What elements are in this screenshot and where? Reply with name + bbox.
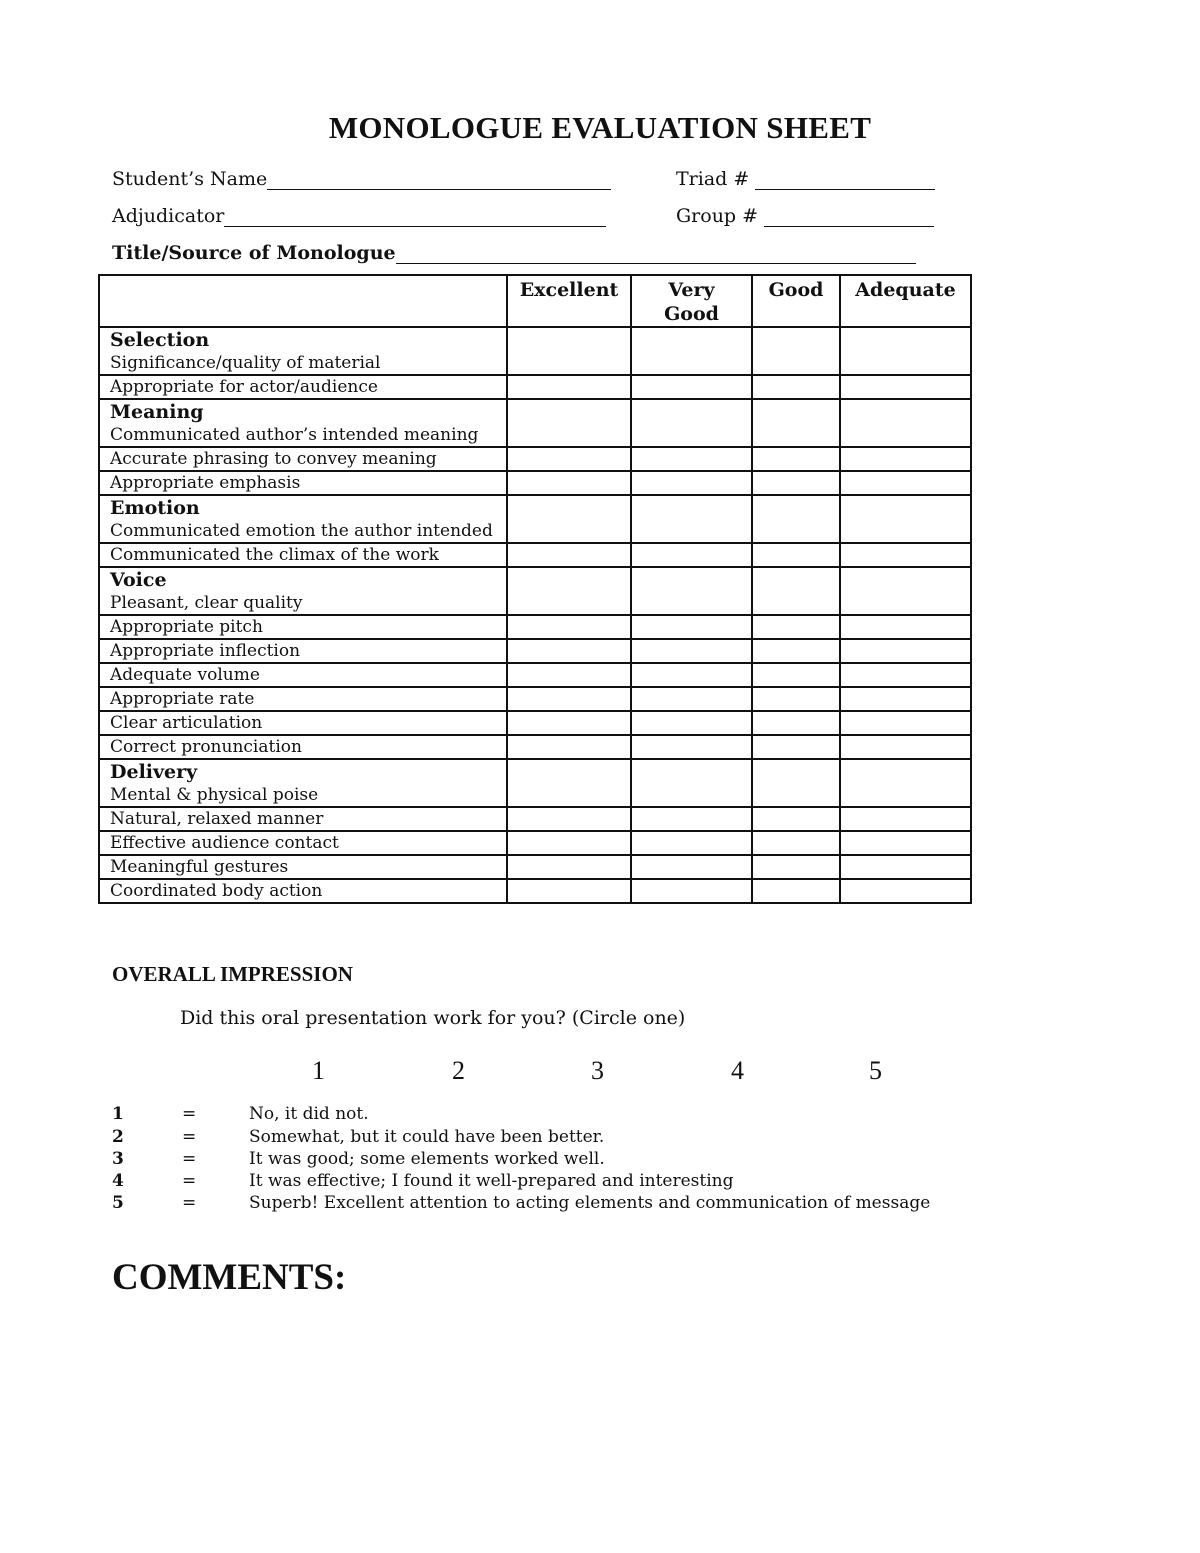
rating-cell-very-good[interactable] [631,567,752,615]
rating-cell-excellent[interactable] [507,447,631,471]
table-row [99,471,971,495]
rating-cell-excellent[interactable] [507,831,631,855]
rating-cell-excellent[interactable] [507,735,631,759]
rating-cell-adequate[interactable] [840,327,971,375]
rating-cell-very-good[interactable] [631,807,752,831]
rating-cell-good[interactable] [752,831,840,855]
table-row [99,687,971,711]
criterion-label: Pleasant, clear quality [110,593,303,613]
rating-cell-adequate[interactable] [840,447,971,471]
rating-cell-adequate[interactable] [840,615,971,639]
rating-cell-very-good[interactable] [631,759,752,807]
table-row [99,375,971,399]
section-heading: Meaning [110,401,204,423]
title-source-label: Title/Source of Monologue [112,242,396,264]
criterion-label: Communicated emotion the author intended [110,521,493,541]
scale-option-3[interactable]: 3 [591,1056,604,1085]
table-row [99,567,971,615]
rating-cell-good[interactable] [752,663,840,687]
legend-key: 1 [112,1104,124,1124]
student-name-label: Student’s Name [112,168,268,190]
criterion-label: Coordinated body action [110,881,323,901]
rating-cell-adequate[interactable] [840,735,971,759]
rating-cell-adequate[interactable] [840,687,971,711]
col-excellent-header: Excellent [507,275,631,327]
legend-description: No, it did not. [249,1104,369,1124]
criterion-cell [99,543,507,567]
rating-cell-excellent[interactable] [507,663,631,687]
title-source-field[interactable] [112,238,916,264]
criterion-cell [99,879,507,903]
table-row [99,855,971,879]
rating-cell-excellent[interactable] [507,375,631,399]
criterion-cell [99,735,507,759]
table-row [99,327,971,375]
rating-cell-excellent[interactable] [507,759,631,807]
legend-key: 4 [112,1171,124,1191]
rating-cell-excellent[interactable] [507,327,631,375]
rating-cell-very-good[interactable] [631,327,752,375]
rating-cell-good[interactable] [752,711,840,735]
rating-cell-excellent[interactable] [507,711,631,735]
legend-key: 5 [112,1193,124,1213]
rating-cell-very-good[interactable] [631,711,752,735]
table-row [99,543,971,567]
rating-cell-adequate[interactable] [840,759,971,807]
rating-cell-adequate[interactable] [840,831,971,855]
table-header-row [99,275,971,327]
rating-cell-excellent[interactable] [507,807,631,831]
rating-cell-adequate[interactable] [840,663,971,687]
triad-field[interactable] [676,164,935,190]
criterion-label: Adequate volume [110,665,260,685]
criterion-label: Significance/quality of material [110,353,381,373]
triad-line[interactable] [755,167,935,190]
evaluation-table-body [99,327,971,903]
rating-cell-very-good[interactable] [631,831,752,855]
rating-cell-excellent[interactable] [507,615,631,639]
rating-cell-good[interactable] [752,687,840,711]
rating-cell-adequate[interactable] [840,855,971,879]
rating-cell-excellent[interactable] [507,687,631,711]
rating-cell-good[interactable] [752,495,840,543]
table-row [99,879,971,903]
section-heading: Delivery [110,761,198,783]
rating-cell-very-good[interactable] [631,639,752,663]
criterion-cell [99,327,507,375]
rating-cell-very-good[interactable] [631,495,752,543]
rating-cell-very-good[interactable] [631,687,752,711]
section-heading: Selection [110,329,210,351]
rating-cell-excellent[interactable] [507,567,631,615]
col-very-good-header: Very Good [631,275,752,327]
criterion-label: Appropriate pitch [110,617,263,637]
criterion-label: Appropriate rate [110,689,255,709]
rating-cell-excellent[interactable] [507,495,631,543]
rating-cell-very-good[interactable] [631,663,752,687]
legend-description: Somewhat, but it could have been better. [249,1127,605,1147]
group-line[interactable] [764,204,934,227]
rating-cell-adequate[interactable] [840,567,971,615]
table-row [99,807,971,831]
rating-cell-good[interactable] [752,759,840,807]
triad-label: Triad # [676,168,750,190]
criterion-label: Clear articulation [110,713,263,733]
rating-cell-excellent[interactable] [507,471,631,495]
rating-cell-excellent[interactable] [507,855,631,879]
scale-option-2[interactable]: 2 [452,1056,465,1085]
rating-cell-good[interactable] [752,639,840,663]
criterion-label: Appropriate for actor/audience [110,377,378,397]
rating-cell-good[interactable] [752,735,840,759]
rating-cell-very-good[interactable] [631,471,752,495]
rating-cell-adequate[interactable] [840,879,971,903]
criterion-cell [99,759,507,807]
scale-option-5[interactable]: 5 [869,1056,882,1085]
rating-cell-adequate[interactable] [840,807,971,831]
rating-cell-very-good[interactable] [631,543,752,567]
table-row [99,399,971,447]
rating-cell-adequate[interactable] [840,711,971,735]
table-row [99,639,971,663]
legend-equals: = [182,1104,197,1124]
legend-equals: = [182,1193,197,1213]
table-row [99,663,971,687]
rating-cell-very-good[interactable] [631,375,752,399]
table-row [99,615,971,639]
criterion-label: Communicated author’s intended meaning [110,425,479,445]
legend-description: Superb! Excellent attention to acting elements and communication of message [249,1193,931,1213]
criterion-cell [99,375,507,399]
section-heading: Emotion [110,497,200,519]
rating-cell-adequate[interactable] [840,399,971,447]
criterion-cell [99,663,507,687]
table-row [99,495,971,543]
legend-key: 2 [112,1127,124,1147]
rating-cell-excellent[interactable] [507,543,631,567]
criterion-label: Appropriate emphasis [110,473,301,493]
section-heading: Voice [110,569,167,591]
adjudicator-field[interactable] [112,201,606,227]
rating-cell-adequate[interactable] [840,639,971,663]
student-name-line[interactable] [267,167,611,190]
rating-cell-good[interactable] [752,447,840,471]
group-label: Group # [676,205,759,227]
rating-cell-good[interactable] [752,879,840,903]
rating-cell-very-good[interactable] [631,855,752,879]
criterion-cell [99,495,507,543]
rating-cell-good[interactable] [752,807,840,831]
criterion-cell [99,567,507,615]
criterion-label: Natural, relaxed manner [110,809,324,829]
scale-option-1[interactable]: 1 [312,1056,325,1085]
rating-cell-good[interactable] [752,567,840,615]
evaluation-table [98,274,972,904]
criterion-cell [99,831,507,855]
rating-cell-good[interactable] [752,399,840,447]
legend-equals: = [182,1127,197,1147]
student-name-field[interactable] [112,164,611,190]
rating-cell-good[interactable] [752,327,840,375]
legend-key: 3 [112,1149,124,1169]
criterion-label: Appropriate inflection [110,641,301,661]
adjudicator-label: Adjudicator [112,205,225,227]
criterion-label: Meaningful gestures [110,857,289,877]
rating-cell-adequate[interactable] [840,543,971,567]
page-title: MONOLOGUE EVALUATION SHEET [328,110,872,145]
criterion-label: Effective audience contact [110,833,339,853]
table-row [99,735,971,759]
rating-cell-very-good[interactable] [631,879,752,903]
rating-cell-good[interactable] [752,615,840,639]
rating-cell-adequate[interactable] [840,375,971,399]
rating-cell-very-good[interactable] [631,615,752,639]
overall-question: Did this oral presentation work for you? (Circle one) [180,1007,686,1029]
criterion-label: Mental & physical poise [110,785,319,805]
rating-cell-adequate[interactable] [840,495,971,543]
rating-cell-very-good[interactable] [631,735,752,759]
criterion-cell [99,711,507,735]
rating-cell-excellent[interactable] [507,879,631,903]
rating-cell-adequate[interactable] [840,471,971,495]
criterion-cell [99,855,507,879]
title-source-line[interactable] [396,241,916,264]
criterion-cell [99,807,507,831]
table-row [99,711,971,735]
criterion-cell [99,615,507,639]
rating-cell-excellent[interactable] [507,639,631,663]
adjudicator-line[interactable] [224,204,606,227]
legend-equals: = [182,1171,197,1191]
criteria-header [99,275,507,327]
overall-impression-heading: OVERALL IMPRESSION [112,962,353,986]
criterion-cell [99,447,507,471]
scale-option-4[interactable]: 4 [731,1056,744,1085]
legend-description: It was good; some elements worked well. [249,1149,605,1169]
table-row [99,831,971,855]
criterion-cell [99,399,507,447]
rating-cell-very-good[interactable] [631,399,752,447]
group-field[interactable] [676,201,934,227]
rating-cell-very-good[interactable] [631,447,752,471]
criterion-cell [99,639,507,663]
table-row [99,759,971,807]
rating-cell-excellent[interactable] [507,399,631,447]
criterion-cell [99,687,507,711]
legend-description: It was effective; I found it well-prepared and interesting [249,1171,734,1191]
rating-cell-good[interactable] [752,471,840,495]
col-adequate-header: Adequate [840,275,971,327]
comments-heading: COMMENTS: [112,1257,347,1298]
rating-cell-good[interactable] [752,375,840,399]
legend-equals: = [182,1149,197,1169]
criterion-cell [99,471,507,495]
criterion-label: Correct pronunciation [110,737,302,757]
rating-cell-good[interactable] [752,855,840,879]
rating-cell-good[interactable] [752,543,840,567]
table-row [99,447,971,471]
criterion-label: Accurate phrasing to convey meaning [110,449,437,469]
criterion-label: Communicated the climax of the work [110,545,439,565]
col-good-header: Good [752,275,840,327]
